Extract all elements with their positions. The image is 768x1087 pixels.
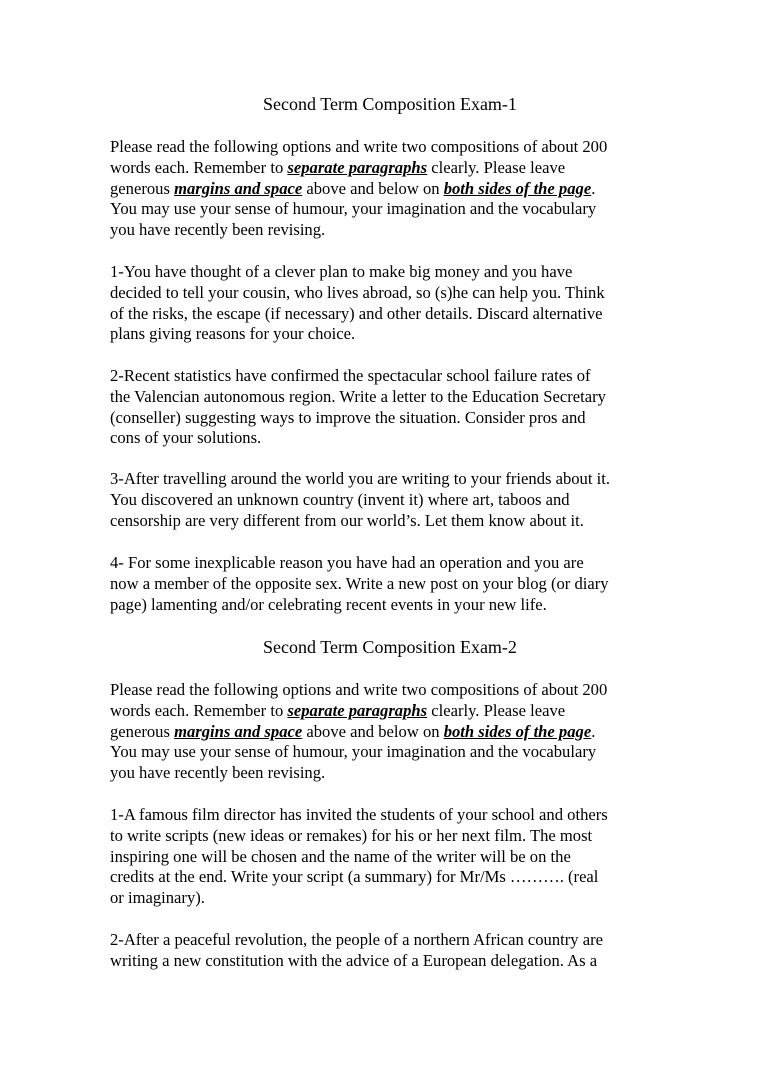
both-sides-emphasis: both sides of the page	[443, 721, 592, 741]
exam2-option-2: 2-After a peaceful revolution, the people of a northern African country are writing a new constitution with the advice of a European delegation. As a	[110, 930, 603, 970]
exam1-intro	[110, 137, 670, 241]
exam1-option-1: 1-You have thought of a clever plan to make big money and you have decided to tell your cousin, who lives abroad, so (s)he can help you. Think of the risks, the escape (if necessary) and other details. Discard alternative plans giving reasons for your choice.	[110, 262, 605, 344]
exam1-intro-line: words each. Remember to separate paragraphs clearly. Please leave	[110, 157, 566, 177]
exam2-intro-line: you have recently been revising.	[110, 763, 326, 783]
exam1-intro-line: You may use your sense of humour, your imagination and the vocabulary	[110, 199, 597, 219]
exam2-intro-line: generous margins and space above and below on both sides of the page.	[110, 721, 596, 741]
exam1-option-3: 3-After travelling around the world you are writing to your friends about it. You discovered an unknown country (invent it) where art, taboos and censorship are very different from our world’s. Let them know about it.	[110, 469, 610, 530]
exam2-intro	[110, 680, 670, 784]
exam1-option-2: 2-Recent statistics have confirmed the spectacular school failure rates of the Valencian autonomous region. Write a letter to the Education Secretary (conseller) suggesting ways to improve the situation. Consider pros and cons of your solutions.	[110, 366, 606, 448]
margins-and-space-emphasis: margins and space	[174, 178, 303, 198]
both-sides-emphasis: both sides of the page	[443, 178, 592, 198]
separate-paragraphs-emphasis: separate paragraphs	[287, 157, 428, 177]
exam2-intro-line: Please read the following options and write two compositions of about 200	[110, 680, 608, 699]
exam2-intro-line: You may use your sense of humour, your imagination and the vocabulary	[110, 742, 597, 762]
exam2-option-1: 1-A famous film director has invited the students of your school and others to write scripts (new ideas or remakes) for his or her next film. The most inspiring one will be chosen and the name of the writer will be on the credits at the end. Write your script (a summary) for Mr/Ms ………. (real or imaginary).	[110, 805, 608, 908]
exam1-option-4: 4- For some inexplicable reason you have had an operation and you are now a member of the opposite sex. Write a new post on your blog (or diary page) lamenting and/or celebrating recent events in your new life.	[110, 553, 609, 614]
exam1-intro-line: you have recently been revising.	[110, 220, 326, 240]
exam2-title-block	[110, 636, 670, 658]
margins-and-space-emphasis: margins and space	[174, 721, 303, 741]
exam1-intro-line: Please read the following options and write two compositions of about 200	[110, 137, 608, 156]
exam1-intro-line: generous margins and space above and below on both sides of the page.	[110, 178, 596, 198]
exam2-intro-line: words each. Remember to separate paragraphs clearly. Please leave	[110, 700, 566, 720]
exam1-title-block	[110, 93, 670, 115]
separate-paragraphs-emphasis: separate paragraphs	[287, 700, 428, 720]
exam2-title: Second Term Composition Exam-2	[263, 637, 517, 657]
exam1-title: Second Term Composition Exam-1	[263, 94, 517, 114]
